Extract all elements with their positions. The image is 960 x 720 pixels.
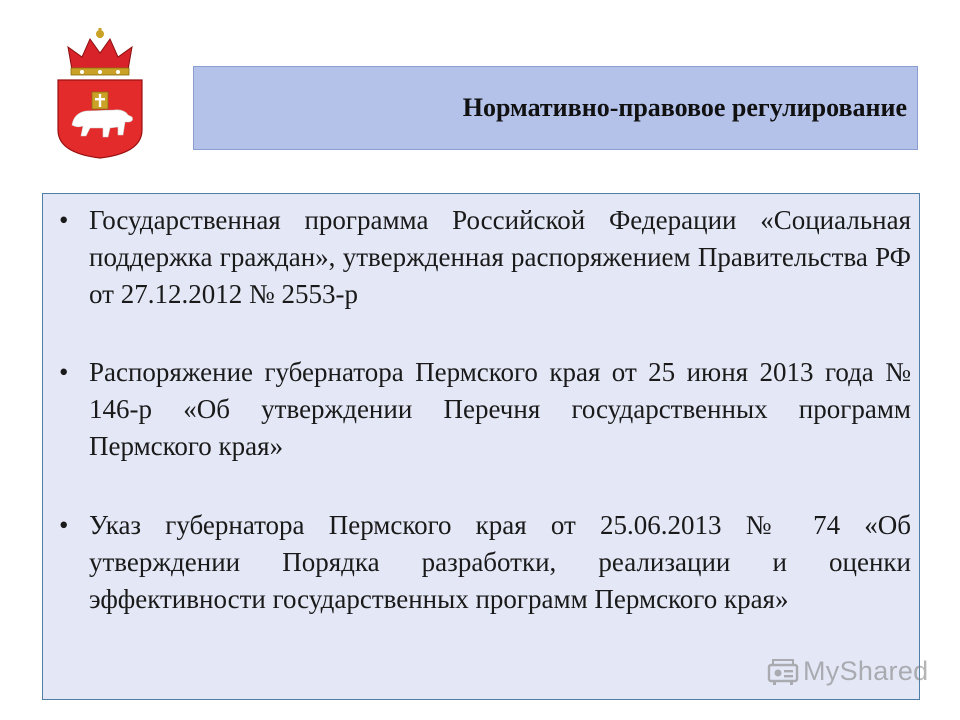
coat-of-arms-icon	[50, 25, 150, 160]
bullet-item-governor-decree: • Указ губернатора Пермского края от 25.06.2013 № 74 «Об утверждении Порядка разработки, реализации и оценки эффективности государственных программ Пермского края»	[89, 507, 911, 618]
bullet-item-state-program: • Государственная программа Российской Федерации «Социальная поддержка граждан», утвержденная распоряжением Правительства РФ от 27.12.2012 № 2553-р	[89, 202, 911, 313]
perm-krai-emblem	[50, 25, 150, 160]
bullet-item-governor-order: • Распоряжение губернатора Пермского края от 25 июня 2013 года № 146-р «Об утверждении Перечня государственных программ Пермского края»	[89, 354, 911, 465]
projector-icon	[767, 657, 799, 687]
content-panel	[42, 193, 920, 700]
page-title: Нормативно-правовое регулирование	[462, 93, 907, 122]
watermark	[767, 656, 928, 687]
title-banner	[193, 66, 918, 150]
watermark-text: MyShared	[803, 656, 929, 686]
